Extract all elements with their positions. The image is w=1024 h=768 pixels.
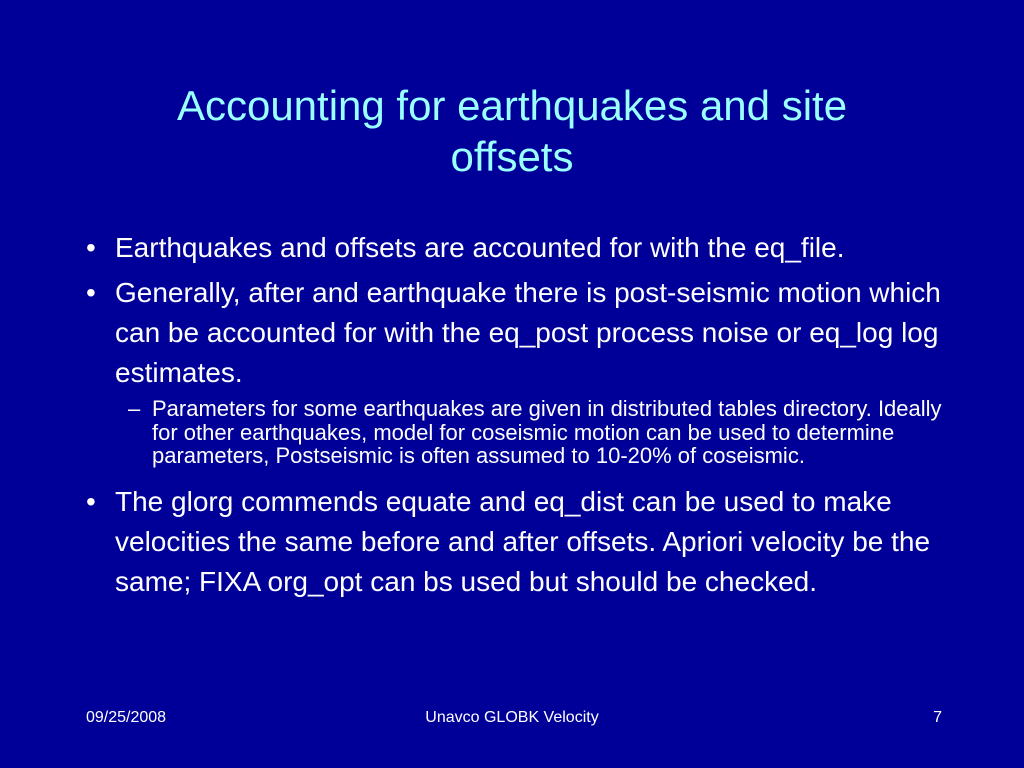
slide-body xyxy=(84,228,944,607)
page-number: 7 xyxy=(933,709,942,726)
footer-date: 09/25/2008 xyxy=(86,709,167,726)
bullet-item xyxy=(84,228,944,268)
bullet-marker: • xyxy=(86,277,96,308)
bullet-text: Generally, after and earthquake there is post-seismic motion which can be accounted for with the eq_post process noise or eq_log log estimates. xyxy=(115,277,941,388)
bullet-item xyxy=(84,482,944,602)
footer-title: Unavco GLOBK Velocity xyxy=(425,709,599,726)
sub-bullet-text: Parameters for some earthquakes are given in distributed tables directory. Ideally for other earthquakes, model for coseismic motion can be used to determine parameters, Postseismic is often assumed to 10-20% of coseismic. xyxy=(152,396,942,468)
bullet-item xyxy=(84,273,944,393)
sub-bullet-marker: – xyxy=(128,396,141,421)
slide-title: Accounting for earthquakes and site offsets xyxy=(176,82,848,180)
bullet-marker: • xyxy=(86,485,96,517)
bullet-marker: • xyxy=(86,232,96,263)
sub-bullet-item xyxy=(84,397,944,468)
bullet-text: The glorg commends equate and eq_dist can be used to make velocities the same before and after offsets. Apriori velocity be the same; FIXA org_opt can bs used but should be checked. xyxy=(115,485,931,597)
bullet-text: Earthquakes and offsets are accounted for with the eq_file. xyxy=(115,232,845,263)
